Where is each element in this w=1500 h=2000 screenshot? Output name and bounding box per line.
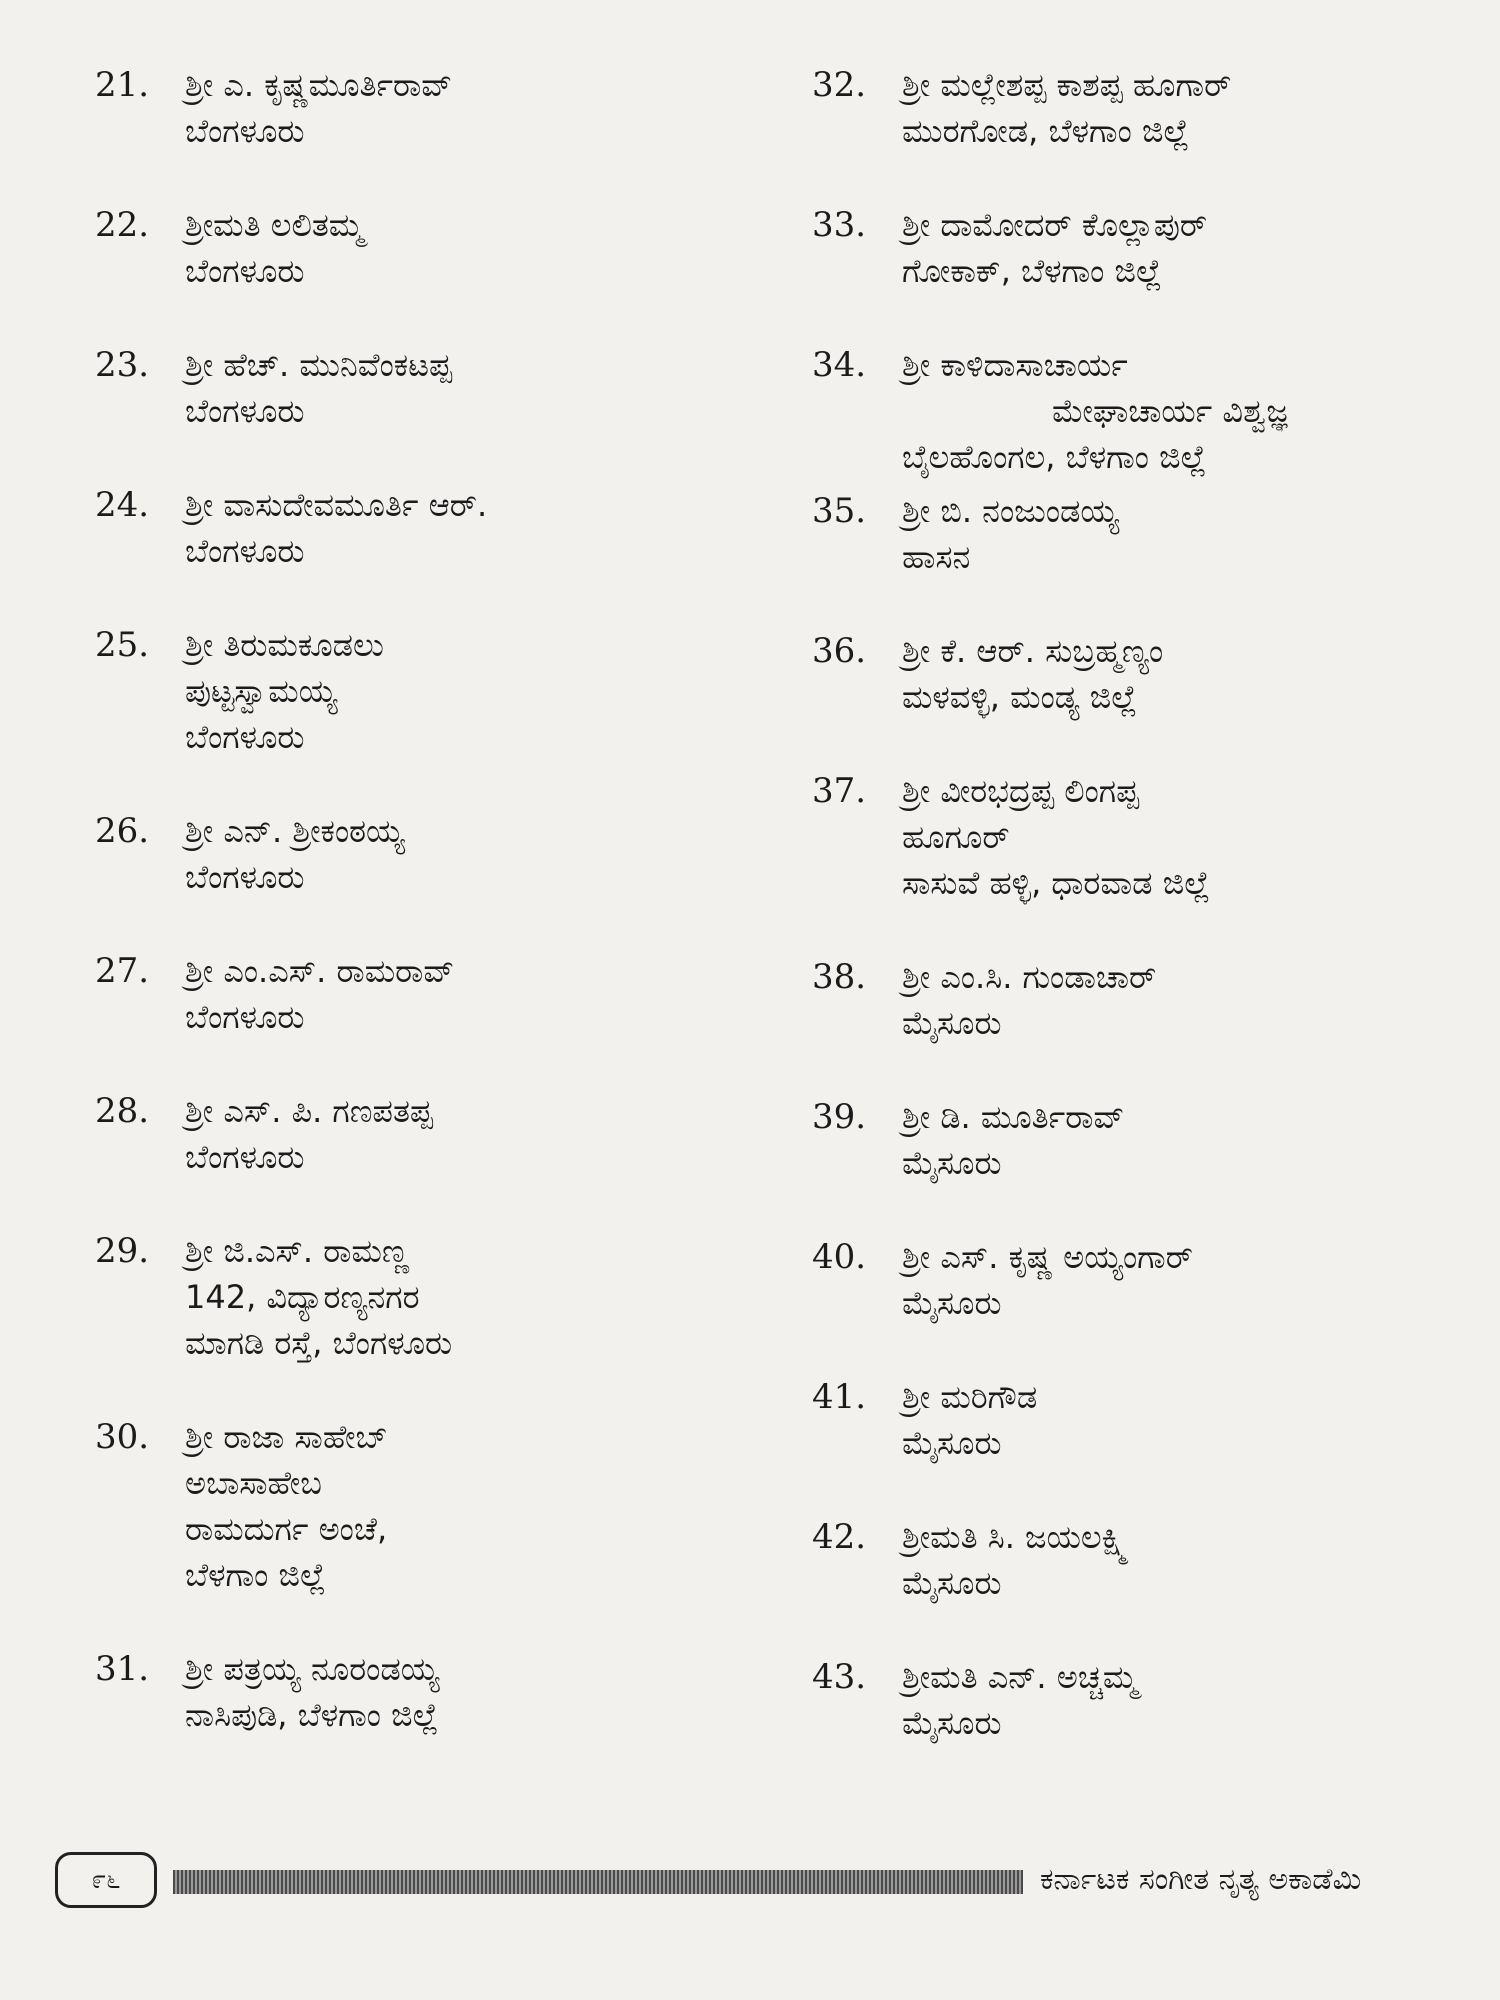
entry-place: ಮೈಸೂರು: [902, 1284, 1002, 1322]
entry-place: ಬೆಂಗಳೂರು: [185, 1138, 305, 1176]
entry-number: 35.: [812, 491, 867, 531]
list-item: [95, 948, 735, 1040]
list-item: [95, 62, 735, 154]
entry-place: ಮೈಸೂರು: [902, 1564, 1002, 1602]
list-item: [812, 768, 1452, 906]
list-item: [95, 342, 735, 434]
list-item: [812, 342, 1452, 480]
entry-number: 31.: [95, 1649, 150, 1689]
entry-number: 23.: [95, 345, 150, 385]
entry-name: ಪುಟ್ಟಸ್ವಾಮಯ್ಯ: [185, 672, 338, 710]
list-item: [812, 1514, 1452, 1606]
entry-number: 26.: [95, 811, 150, 851]
entry-place: ಮಳವಳ್ಳಿ, ಮಂಡ್ಯ ಜಿಲ್ಲೆ: [902, 678, 1138, 716]
left-column: [95, 62, 735, 1738]
entry-number: 30.: [95, 1417, 150, 1457]
entry-place: ಹಾಸನ: [902, 538, 971, 576]
entry-number: 43.: [812, 1657, 867, 1697]
entry-name: ಅಬಾಸಾಹೇಬ: [185, 1464, 322, 1502]
list-item: [812, 1374, 1452, 1466]
entry-number: 22.: [95, 205, 150, 245]
entry-name: ಶ್ರೀ ಎಸ್. ಕೃಷ್ಣ ಅಯ್ಯಂಗಾರ್: [902, 1238, 1194, 1276]
entry-number: 36.: [812, 631, 867, 671]
entry-name: ಶ್ರೀ ಮಲ್ಲೇಶಪ್ಪ ಕಾಶಪ್ಪ ಹೂಗಾರ್: [902, 66, 1232, 104]
entry-name: ಹೂಗೂರ್: [902, 818, 1010, 856]
entry-name: ಶ್ರೀ ಎ. ಕೃಷ್ಣಮೂರ್ತಿರಾವ್: [185, 66, 453, 104]
entry-number: 21.: [95, 65, 150, 105]
entry-number: 38.: [812, 957, 867, 997]
entry-place: ಬೆಂಗಳೂರು: [185, 112, 305, 150]
list-item: [812, 954, 1452, 1046]
entry-number: 37.: [812, 771, 867, 811]
entry-name: ಶ್ರೀಮತಿ ಎನ್. ಅಚ್ಚಮ್ಮ: [902, 1658, 1138, 1696]
entry-name: ಶ್ರೀ ಪತ್ರಯ್ಯ ನೂರಂಡಯ್ಯ: [185, 1650, 440, 1688]
list-item: [95, 1414, 735, 1598]
entry-name: ಶ್ರೀ ವೀರಭದ್ರಪ್ಪ ಲಿಂಗಪ್ಪ: [902, 772, 1140, 810]
entry-name: ಶ್ರೀ ಎಂ.ಸಿ. ಗುಂಡಾಚಾರ್: [902, 958, 1157, 996]
entry-name: ಶ್ರೀ ವಾಸುದೇವಮೂರ್ತಿ ಆರ್.: [185, 486, 488, 524]
entry-name: ಶ್ರೀ ತಿರುಮಕೂಡಲು: [185, 626, 384, 664]
entry-name: ಶ್ರೀ ಮರಿಗೌಡ: [902, 1378, 1038, 1416]
list-item: [812, 1094, 1452, 1186]
list-item: [95, 482, 735, 574]
list-item: [95, 1646, 735, 1738]
entry-name: ಶ್ರೀ ಬಿ. ನಂಜುಂಡಯ್ಯ: [902, 492, 1120, 530]
entry-name: ಶ್ರೀ ಜಿ.ಎಸ್. ರಾಮಣ್ಣ: [185, 1232, 410, 1270]
entry-number: 33.: [812, 205, 867, 245]
list-item: [95, 1228, 735, 1366]
entry-name: ಶ್ರೀ ದಾಮೋದರ್ ಕೊಲ್ಲಾಪುರ್: [902, 206, 1208, 244]
entry-place: ಮೈಸೂರು: [902, 1144, 1002, 1182]
entry-name: ಮೇಘಾಚಾರ್ಯ ವಿಶ್ವಜ್ಞ: [1052, 392, 1288, 430]
entry-place: ಬೆಳಗಾಂ ಜಿಲ್ಲೆ: [185, 1556, 326, 1594]
entry-place: ಮೈಸೂರು: [902, 1004, 1002, 1042]
list-item: [95, 622, 735, 760]
entry-place: ಬೆಂಗಳೂರು: [185, 252, 305, 290]
entry-name: ಶ್ರೀ ಕೆ. ಆರ್. ಸುಬ್ರಹ್ಮಣ್ಯಂ: [902, 632, 1164, 670]
entry-number: 39.: [812, 1097, 867, 1137]
entry-name: ಶ್ರೀ ಹೆಚ್. ಮುನಿವೆಂಕಟಪ್ಪ: [185, 346, 453, 384]
entry-address: ರಾಮದುರ್ಗ ಅಂಚೆ,: [185, 1510, 388, 1548]
entry-place: ಬೆಂಗಳೂರು: [185, 392, 305, 430]
entry-number: 24.: [95, 485, 150, 525]
entry-place: ನಾಸಿಪುಡಿ, ಬೆಳಗಾಂ ಜಿಲ್ಲೆ: [185, 1696, 439, 1734]
entry-name: ಶ್ರೀಮತಿ ಲಲಿತಮ್ಮ: [185, 206, 364, 244]
entry-place: ಬೈಲಹೊಂಗಲ, ಬೆಳಗಾಂ ಜಿಲ್ಲೆ: [902, 438, 1207, 476]
entry-address: 142, ವಿದ್ಯಾರಣ್ಯನಗರ: [185, 1278, 420, 1316]
list-item: [95, 1088, 735, 1180]
list-item: [812, 1234, 1452, 1326]
entry-name: ಶ್ರೀ ಕಾಳಿದಾಸಾಚಾರ್ಯ: [902, 346, 1128, 384]
entry-place: ಬೆಂಗಳೂರು: [185, 858, 305, 896]
entry-number: 34.: [812, 345, 867, 385]
right-column: [812, 62, 1452, 1746]
list-item: [812, 488, 1452, 580]
entry-number: 41.: [812, 1377, 867, 1417]
page-number: ೯೬: [55, 1852, 157, 1908]
entry-name: ಶ್ರೀ ಎಂ.ಎಸ್. ರಾಮರಾವ್: [185, 952, 455, 990]
entry-number: 42.: [812, 1517, 867, 1557]
page-footer: [55, 1852, 1455, 1914]
entry-place: ಬೆಂಗಳೂರು: [185, 532, 305, 570]
list-item: [812, 62, 1452, 154]
publisher-name: ಕರ್ನಾಟಕ ಸಂಗೀತ ನೃತ್ಯ ಅಕಾಡೆಮಿ: [1040, 1862, 1362, 1897]
entry-name: ಶ್ರೀ ಎನ್. ಶ್ರೀಕಂಠಯ್ಯ: [185, 812, 405, 850]
list-item: [95, 808, 735, 900]
entry-number: 28.: [95, 1091, 150, 1131]
list-item: [812, 628, 1452, 720]
entry-place: ಬೆಂಗಳೂರು: [185, 998, 305, 1036]
entry-place: ಮೈಸೂರು: [902, 1704, 1002, 1742]
entry-name: ಶ್ರೀಮತಿ ಸಿ. ಜಯಲಕ್ಷ್ಮಿ: [902, 1518, 1129, 1556]
entry-number: 32.: [812, 65, 867, 105]
entry-place: ಮೈಸೂರು: [902, 1424, 1002, 1462]
entry-number: 25.: [95, 625, 150, 665]
footer-stripe: [173, 1870, 1023, 1894]
entry-name: ಶ್ರೀ ರಾಜಾ ಸಾಹೇಬ್: [185, 1418, 388, 1456]
list-item: [812, 1654, 1452, 1746]
entry-place: ಮುರಗೋಡ, ಬೆಳಗಾಂ ಜಿಲ್ಲೆ: [902, 112, 1190, 150]
entry-place: ಸಾಸುವೆ ಹಳ್ಳಿ, ಧಾರವಾಡ ಜಿಲ್ಲೆ: [902, 864, 1211, 902]
list-item: [95, 202, 735, 294]
entry-place: ಗೋಕಾಕ್, ಬೆಳಗಾಂ ಜಿಲ್ಲೆ: [902, 252, 1162, 290]
entry-number: 40.: [812, 1237, 867, 1277]
entry-number: 27.: [95, 951, 150, 991]
entry-place: ಮಾಗಡಿ ರಸ್ತೆ, ಬೆಂಗಳೂರು: [185, 1324, 453, 1362]
entry-place: ಬೆಂಗಳೂರು: [185, 718, 305, 756]
list-item: [812, 202, 1452, 294]
entry-name: ಶ್ರೀ ಎಸ್. ಪಿ. ಗಣಪತಪ್ಪ: [185, 1092, 433, 1130]
entry-name: ಶ್ರೀ ಡಿ. ಮೂರ್ತಿರಾವ್: [902, 1098, 1125, 1136]
entry-number: 29.: [95, 1231, 150, 1271]
